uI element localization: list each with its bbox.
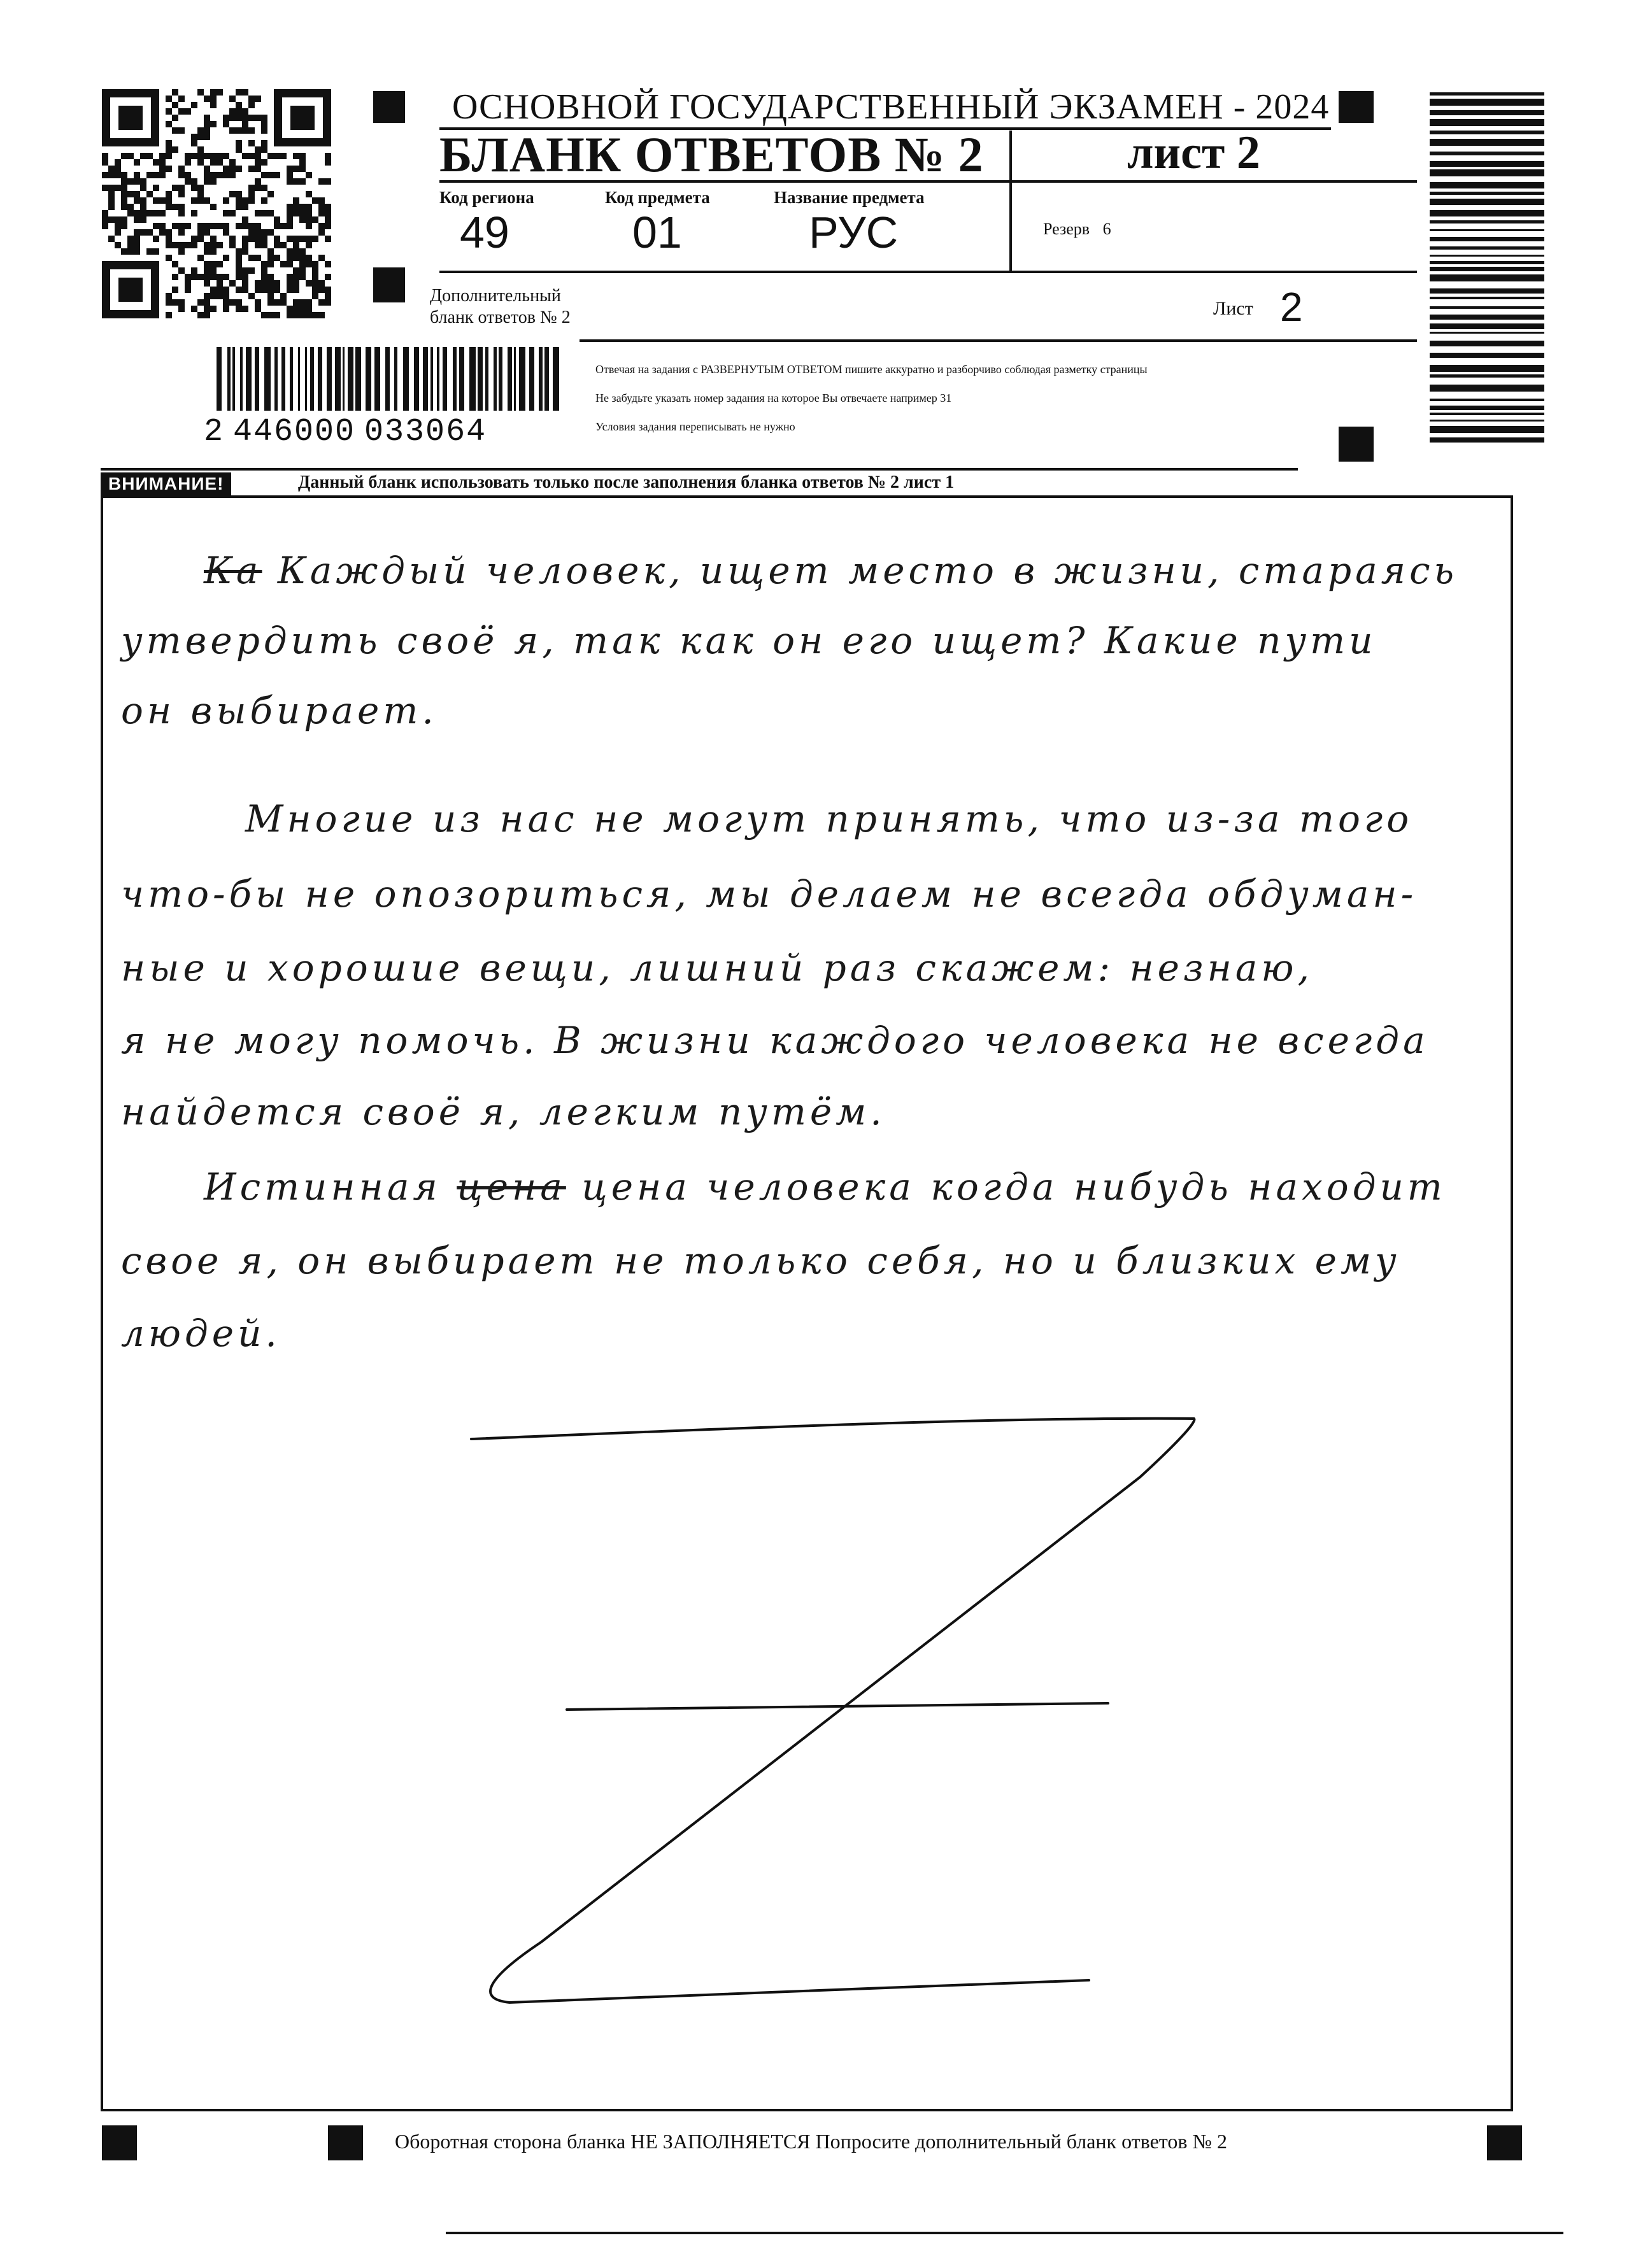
barcode-number [204, 414, 487, 450]
struck-text: Ка [204, 549, 262, 592]
barcode-digit-group: 446000 [233, 414, 356, 450]
z-cancellation-mark [446, 1388, 1274, 2038]
additional-label-line2: бланк ответов № 2 [430, 308, 571, 327]
exam-title: ОСНОВНОЙ ГОСУДАРСТВЕННЫЙ ЭКЗАМЕН - 2024 [452, 87, 1330, 127]
subject-code-label: Код предмета [605, 188, 710, 207]
handwritten-line: он выбирает. [121, 689, 437, 732]
qr-code [102, 89, 331, 318]
region-value: 49 [460, 208, 509, 257]
instruction-line: Не забудьте указать номер задания на которое Вы отвечаете например 31 [595, 392, 952, 404]
registration-mark [102, 2125, 137, 2160]
handwritten-line: найдется своё я, легким путём. [121, 1090, 886, 1133]
registration-mark [1339, 427, 1374, 462]
line-text: Каждый человек, ищет место в жизни, стараясь [262, 549, 1458, 592]
handwritten-line [204, 549, 1458, 592]
additional-label-line1: Дополнительный [430, 286, 561, 306]
barcode-digit-group: 033064 [364, 414, 487, 450]
instruction-line: Отвечая на задания с РАЗВЕРНУТЫМ ОТВЕТОМ пишите аккуратно и разборчиво соблюдая разметку страницы [595, 363, 1148, 376]
reserve-label [1043, 220, 1111, 239]
registration-mark [373, 91, 405, 123]
handwritten-line [204, 1165, 1446, 1208]
form-title: БЛАНК ОТВЕТОВ № 2 [439, 127, 984, 182]
line-text: цена человека когда нибудь находит [566, 1165, 1446, 1208]
warning-text: Данный бланк использовать только после заполнения бланка ответов № 2 лист 1 [298, 472, 955, 492]
handwritten-line: людей. [121, 1312, 281, 1355]
handwritten-line: что-бы не опозориться, мы делаем не всегда обдуман- [121, 872, 1418, 916]
registration-mark [373, 267, 405, 302]
divider [439, 180, 1417, 183]
handwritten-line: свое я, он выбирает не только себя, но и близких ему [121, 1239, 1400, 1282]
registration-mark [1339, 91, 1374, 123]
instruction-line: Условия задания переписывать не нужно [595, 420, 795, 433]
reserve-label-text: Резерв [1043, 220, 1090, 238]
handwritten-line: утвердить своё я, так как он его ищет? Какие пути [121, 619, 1377, 662]
subject-name-value: РУС [809, 208, 899, 257]
handwritten-line: я не могу помочь. В жизни каждого человека не всегда [121, 1019, 1429, 1062]
divider [446, 2232, 1563, 2234]
struck-text: цена [457, 1165, 566, 1208]
sheet-label: лист 2 [1127, 127, 1260, 179]
list-label: Лист [1213, 298, 1253, 319]
reserve-value: 6 [1102, 220, 1111, 238]
list-value: 2 [1280, 284, 1303, 330]
footer-note: Оборотная сторона бланка НЕ ЗАПОЛНЯЕТСЯ Попросите дополнительный бланк ответов № 2 [395, 2130, 1227, 2153]
region-label: Код региона [439, 188, 534, 207]
line-text: Истинная [204, 1165, 457, 1208]
barcode-digit-group: 2 [204, 414, 225, 450]
linear-barcode [217, 347, 560, 414]
divider [101, 468, 1298, 471]
divider [580, 339, 1417, 342]
handwritten-line: ные и хорошие вещи, лишний раз скажем: незнаю, [121, 946, 1313, 989]
subject-name-label: Название предмета [774, 188, 925, 207]
handwritten-line: Многие из нас не могут принять, что из-за того [245, 797, 1413, 840]
registration-mark [1487, 2125, 1522, 2160]
warning-badge: ВНИМАНИЕ! [101, 472, 231, 495]
side-barcode [1430, 92, 1544, 449]
divider [439, 271, 1417, 273]
registration-mark [328, 2125, 363, 2160]
additional-label [430, 285, 571, 329]
divider [1009, 131, 1012, 271]
subject-code-value: 01 [632, 208, 682, 257]
